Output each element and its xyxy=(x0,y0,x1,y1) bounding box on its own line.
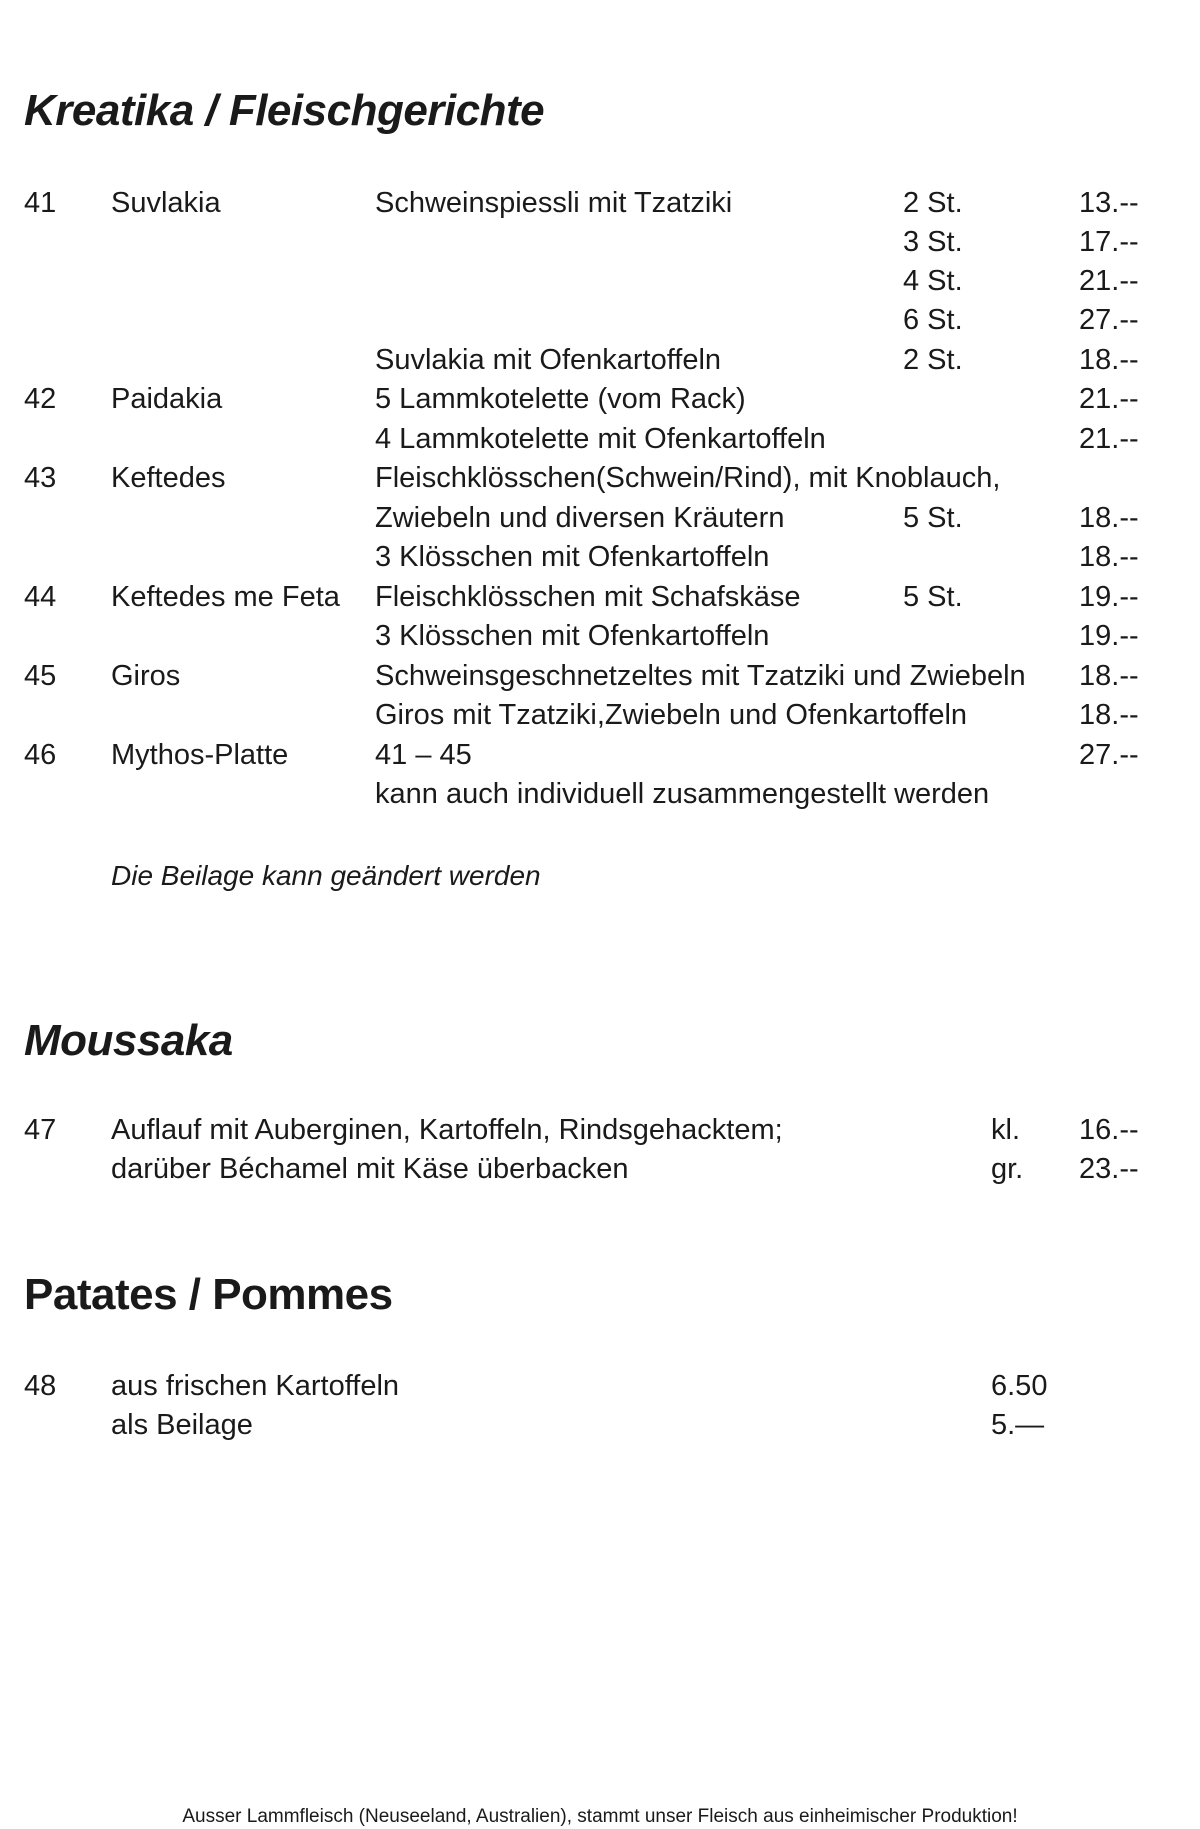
section-title-patates: Patates / Pommes xyxy=(24,1270,393,1319)
item-price: 6.50 xyxy=(991,1370,1048,1402)
menu-row xyxy=(0,300,1200,340)
item-name: Keftedes xyxy=(111,462,226,494)
menu-row xyxy=(0,656,1200,696)
item-description: 4 Lammkotelette mit Ofenkartoffeln xyxy=(375,423,826,455)
item-number: 45 xyxy=(24,660,57,692)
item-price: 13.-- xyxy=(1079,187,1139,219)
item-number: 43 xyxy=(24,462,57,494)
menu-row xyxy=(0,419,1200,459)
menu-row xyxy=(0,1110,1200,1150)
item-number: 46 xyxy=(24,739,57,771)
item-number: 42 xyxy=(24,383,57,415)
menu-row xyxy=(0,498,1200,538)
item-price: 16.-- xyxy=(1079,1114,1139,1146)
item-size: gr. xyxy=(991,1153,1024,1185)
item-description: Schweinsgeschnetzeltes mit Tzatziki und Zwiebeln xyxy=(375,660,1026,692)
item-name: Mythos-Platte xyxy=(111,739,289,771)
menu-row xyxy=(0,774,1200,814)
item-number: 44 xyxy=(24,581,57,613)
item-price: 18.-- xyxy=(1079,699,1139,731)
item-description: Auflauf mit Auberginen, Kartoffeln, Rindsgehacktem; xyxy=(111,1114,783,1146)
item-description: Fleischklösschen(Schwein/Rind), mit Knoblauch, xyxy=(375,462,1001,494)
item-price: 19.-- xyxy=(1079,581,1139,613)
item-number: 48 xyxy=(24,1370,57,1402)
menu-row xyxy=(0,1366,1200,1406)
item-price: 23.-- xyxy=(1079,1153,1139,1185)
item-price: 18.-- xyxy=(1079,344,1139,376)
item-description: 41 – 45 xyxy=(375,739,472,771)
item-price: 21.-- xyxy=(1079,265,1139,297)
item-price: 17.-- xyxy=(1079,226,1139,258)
item-description: darüber Béchamel mit Käse überbacken xyxy=(111,1153,629,1185)
menu-row xyxy=(0,735,1200,775)
item-price: 5.— xyxy=(991,1409,1045,1441)
item-quantity: 2 St. xyxy=(903,187,963,219)
item-description: als Beilage xyxy=(111,1409,253,1441)
menu-row xyxy=(0,537,1200,577)
menu-row xyxy=(0,222,1200,262)
side-dish-note: Die Beilage kann geändert werden xyxy=(111,860,541,891)
menu-row xyxy=(0,616,1200,656)
item-price: 21.-- xyxy=(1079,383,1139,415)
item-description: Fleischklösschen mit Schafskäse xyxy=(375,581,801,613)
meat-origin-footnote: Ausser Lammfleisch (Neuseeland, Australien), stammt unser Fleisch aus einheimischer Produktion! xyxy=(182,1806,1018,1827)
item-description: Zwiebeln und diversen Kräutern xyxy=(375,502,785,534)
menu-row xyxy=(0,379,1200,419)
item-number: 47 xyxy=(24,1114,57,1146)
menu-row xyxy=(0,261,1200,301)
item-price: 27.-- xyxy=(1079,304,1139,336)
item-description: Suvlakia mit Ofenkartoffeln xyxy=(375,344,722,376)
item-quantity: 2 St. xyxy=(903,344,963,376)
item-name: Giros xyxy=(111,660,181,692)
item-number: 41 xyxy=(24,187,57,219)
item-quantity: 5 St. xyxy=(903,502,963,534)
item-description: 3 Klösschen mit Ofenkartoffeln xyxy=(375,620,770,652)
item-quantity: 5 St. xyxy=(903,581,963,613)
item-description: 3 Klösschen mit Ofenkartoffeln xyxy=(375,541,770,573)
section-title-kreatika: Kreatika / Fleischgerichte xyxy=(24,86,545,135)
section-title-moussaka: Moussaka xyxy=(24,1016,233,1065)
item-price: 27.-- xyxy=(1079,739,1139,771)
item-name: Suvlakia xyxy=(111,187,221,219)
menu-row xyxy=(0,1405,1200,1445)
item-price: 18.-- xyxy=(1079,541,1139,573)
item-price: 18.-- xyxy=(1079,660,1139,692)
item-price: 21.-- xyxy=(1079,423,1139,455)
menu-row xyxy=(0,458,1200,498)
item-price: 18.-- xyxy=(1079,502,1139,534)
item-size: kl. xyxy=(991,1114,1020,1146)
item-description: aus frischen Kartoffeln xyxy=(111,1370,400,1402)
menu-row xyxy=(0,695,1200,735)
menu-row xyxy=(0,577,1200,617)
item-description: Schweinspiessli mit Tzatziki xyxy=(375,187,733,219)
item-name: Paidakia xyxy=(111,383,223,415)
item-description: 5 Lammkotelette (vom Rack) xyxy=(375,383,746,415)
menu-row xyxy=(0,340,1200,380)
item-description: kann auch individuell zusammengestellt werden xyxy=(375,778,990,810)
item-quantity: 3 St. xyxy=(903,226,963,258)
item-price: 19.-- xyxy=(1079,620,1139,652)
menu-row xyxy=(0,183,1200,223)
item-name: Keftedes me Feta xyxy=(111,581,340,613)
item-quantity: 6 St. xyxy=(903,304,963,336)
menu-row xyxy=(0,1149,1200,1189)
item-description: Giros mit Tzatziki,Zwiebeln und Ofenkartoffeln xyxy=(375,699,968,731)
item-quantity: 4 St. xyxy=(903,265,963,297)
